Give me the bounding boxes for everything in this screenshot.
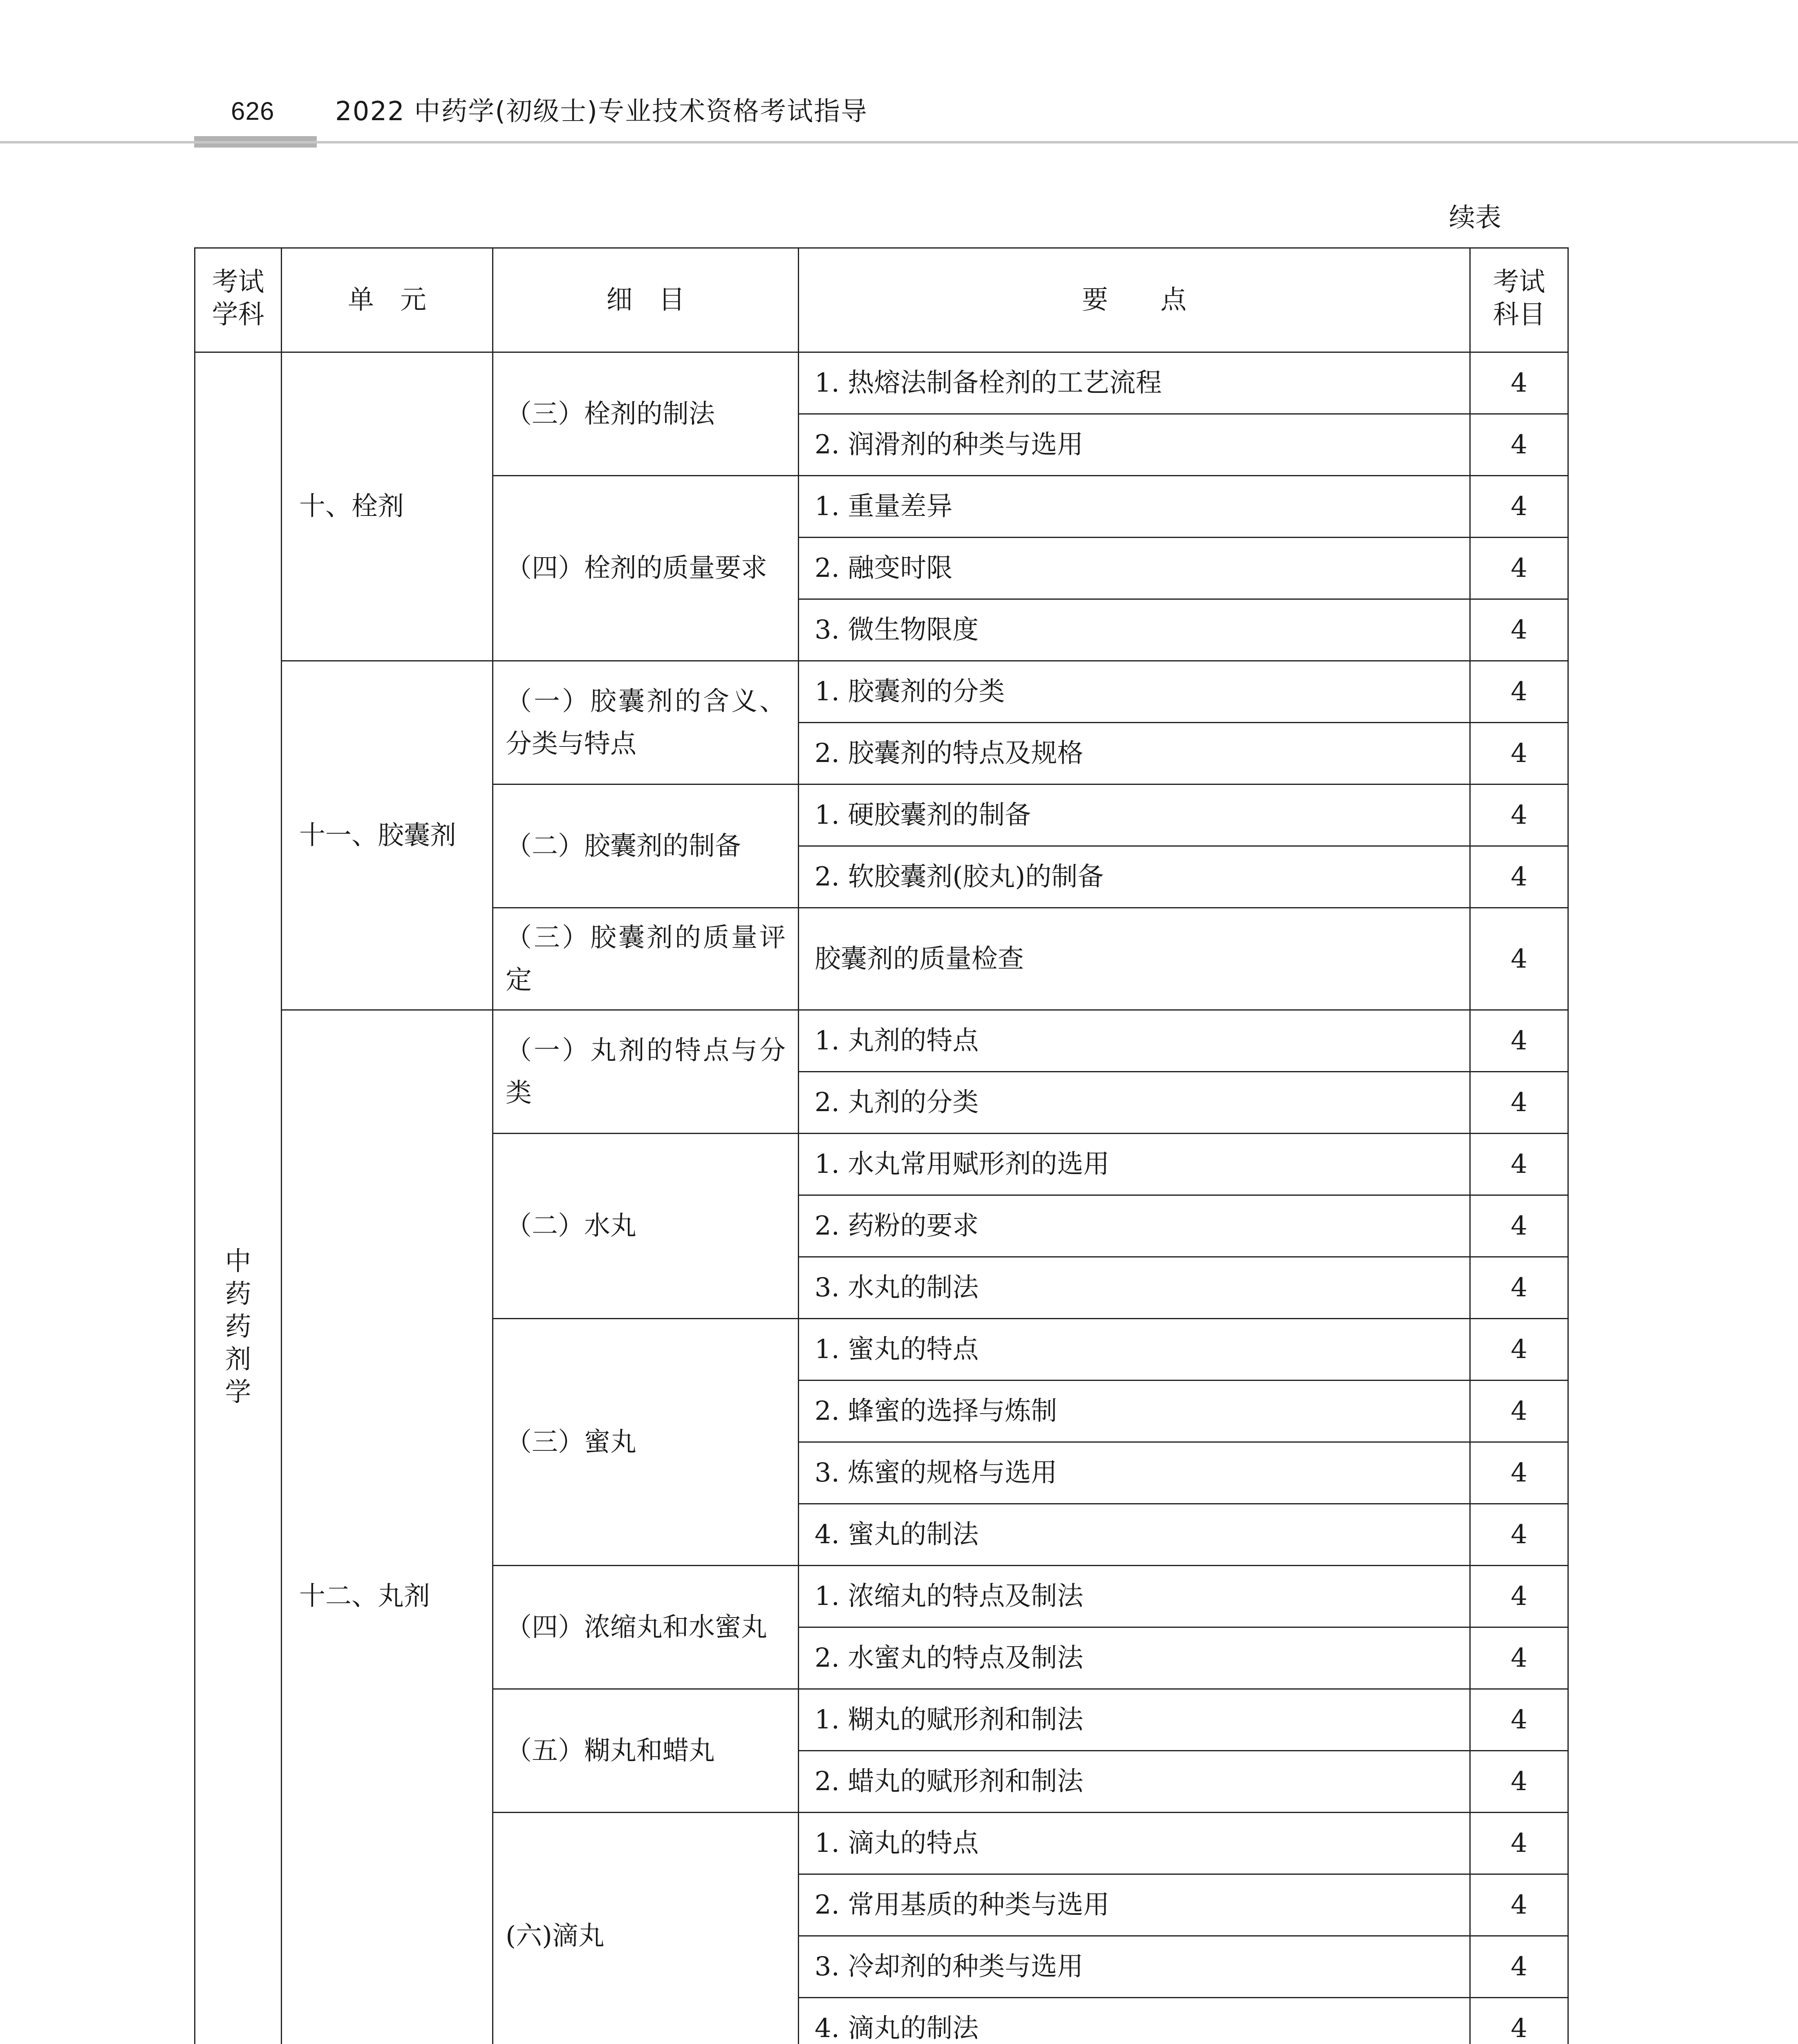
point-cell: 1. 重量差异 <box>799 476 1470 538</box>
table-body <box>195 352 1568 2044</box>
column-header-level: 考试科目 <box>1470 248 1568 352</box>
level-cell: 4 <box>1470 723 1568 784</box>
point-cell: 2. 胶囊剂的特点及规格 <box>799 723 1470 784</box>
detail-cell: （一）丸剂的特点与分类 <box>493 1010 799 1134</box>
level-cell: 4 <box>1470 1072 1568 1134</box>
point-cell: 1. 滴丸的特点 <box>799 1813 1470 1874</box>
unit-cell: 十二、丸剂 <box>282 1010 493 2044</box>
point-cell: 胶囊剂的质量检查 <box>799 908 1470 1010</box>
point-cell: 2. 软胶囊剂(胶丸)的制备 <box>799 846 1470 908</box>
level-cell: 4 <box>1470 784 1568 846</box>
point-cell: 3. 微生物限度 <box>799 599 1470 661</box>
level-cell: 4 <box>1470 1134 1568 1195</box>
header-rule <box>0 141 1798 143</box>
point-cell: 1. 水丸常用赋形剂的选用 <box>799 1134 1470 1195</box>
detail-cell: （四）栓剂的质量要求 <box>493 476 799 661</box>
point-cell: 3. 水丸的制法 <box>799 1257 1470 1319</box>
detail-cell: （二）胶囊剂的制备 <box>493 784 799 908</box>
level-cell: 4 <box>1470 661 1568 723</box>
level-cell: 4 <box>1470 599 1568 661</box>
point-cell: 2. 蜂蜜的选择与炼制 <box>799 1381 1470 1442</box>
table-header-row <box>195 248 1568 352</box>
point-cell: 1. 浓缩丸的特点及制法 <box>799 1566 1470 1627</box>
point-cell: 1. 糊丸的赋形剂和制法 <box>799 1689 1470 1751</box>
point-cell: 2. 水蜜丸的特点及制法 <box>799 1627 1470 1689</box>
point-cell: 4. 蜜丸的制法 <box>799 1504 1470 1566</box>
detail-cell: （四）浓缩丸和水蜜丸 <box>493 1566 799 1689</box>
detail-cell: (六)滴丸 <box>493 1813 799 2044</box>
level-cell: 4 <box>1470 1751 1568 1813</box>
level-cell: 4 <box>1470 538 1568 599</box>
detail-cell: （五）糊丸和蜡丸 <box>493 1689 799 1813</box>
point-cell: 4. 滴丸的制法 <box>799 1998 1470 2044</box>
detail-cell: （一）胶囊剂的含义、分类与特点 <box>493 661 799 784</box>
table-row <box>195 661 1568 723</box>
level-cell: 4 <box>1470 1813 1568 1874</box>
detail-cell: （三）胶囊剂的质量评定 <box>493 908 799 1010</box>
point-cell: 3. 冷却剂的种类与选用 <box>799 1936 1470 1998</box>
syllabus-table <box>194 247 1569 2044</box>
level-cell: 4 <box>1470 1319 1568 1381</box>
point-cell: 2. 蜡丸的赋形剂和制法 <box>799 1751 1470 1813</box>
book-title: 2022 中药学(初级士)专业技术资格考试指导 <box>335 96 868 127</box>
level-cell: 4 <box>1470 352 1568 414</box>
unit-cell: 十、栓剂 <box>282 352 493 661</box>
point-cell: 1. 丸剂的特点 <box>799 1010 1470 1072</box>
column-header-unit: 单 元 <box>282 248 493 352</box>
point-cell: 2. 丸剂的分类 <box>799 1072 1470 1134</box>
level-cell: 4 <box>1470 1689 1568 1751</box>
point-cell: 1. 热熔法制备栓剂的工艺流程 <box>799 352 1470 414</box>
level-cell: 4 <box>1470 414 1568 476</box>
level-cell: 4 <box>1470 1257 1568 1319</box>
unit-cell: 十一、胶囊剂 <box>282 661 493 1010</box>
level-cell: 4 <box>1470 1010 1568 1072</box>
table-row <box>195 1010 1568 1072</box>
point-cell: 2. 润滑剂的种类与选用 <box>799 414 1470 476</box>
continuation-label: 续表 <box>1449 203 1501 233</box>
level-cell: 4 <box>1470 1998 1568 2044</box>
point-cell: 2. 融变时限 <box>799 538 1470 599</box>
point-cell: 1. 硬胶囊剂的制备 <box>799 784 1470 846</box>
point-cell: 2. 常用基质的种类与选用 <box>799 1874 1470 1936</box>
level-cell: 4 <box>1470 1442 1568 1504</box>
point-cell: 1. 胶囊剂的分类 <box>799 661 1470 723</box>
level-cell: 4 <box>1470 1936 1568 1998</box>
level-cell: 4 <box>1470 846 1568 908</box>
level-cell: 4 <box>1470 908 1568 1010</box>
point-cell: 2. 药粉的要求 <box>799 1195 1470 1257</box>
level-cell: 4 <box>1470 476 1568 538</box>
level-cell: 4 <box>1470 1874 1568 1936</box>
level-cell: 4 <box>1470 1504 1568 1566</box>
column-header-points: 要 点 <box>799 248 1470 352</box>
column-header-subject: 考试学科 <box>195 248 282 352</box>
page-header <box>0 0 1798 155</box>
table-row <box>195 352 1568 414</box>
page-number: 626 <box>231 97 275 126</box>
level-cell: 4 <box>1470 1566 1568 1627</box>
level-cell: 4 <box>1470 1195 1568 1257</box>
level-cell: 4 <box>1470 1627 1568 1689</box>
subject-cell: 中药药剂学 <box>195 352 282 2044</box>
point-cell: 3. 炼蜜的规格与选用 <box>799 1442 1470 1504</box>
point-cell: 1. 蜜丸的特点 <box>799 1319 1470 1381</box>
level-cell: 4 <box>1470 1381 1568 1442</box>
detail-cell: （三）栓剂的制法 <box>493 352 799 476</box>
column-header-detail: 细 目 <box>493 248 799 352</box>
detail-cell: （二）水丸 <box>493 1134 799 1319</box>
detail-cell: （三）蜜丸 <box>493 1319 799 1566</box>
